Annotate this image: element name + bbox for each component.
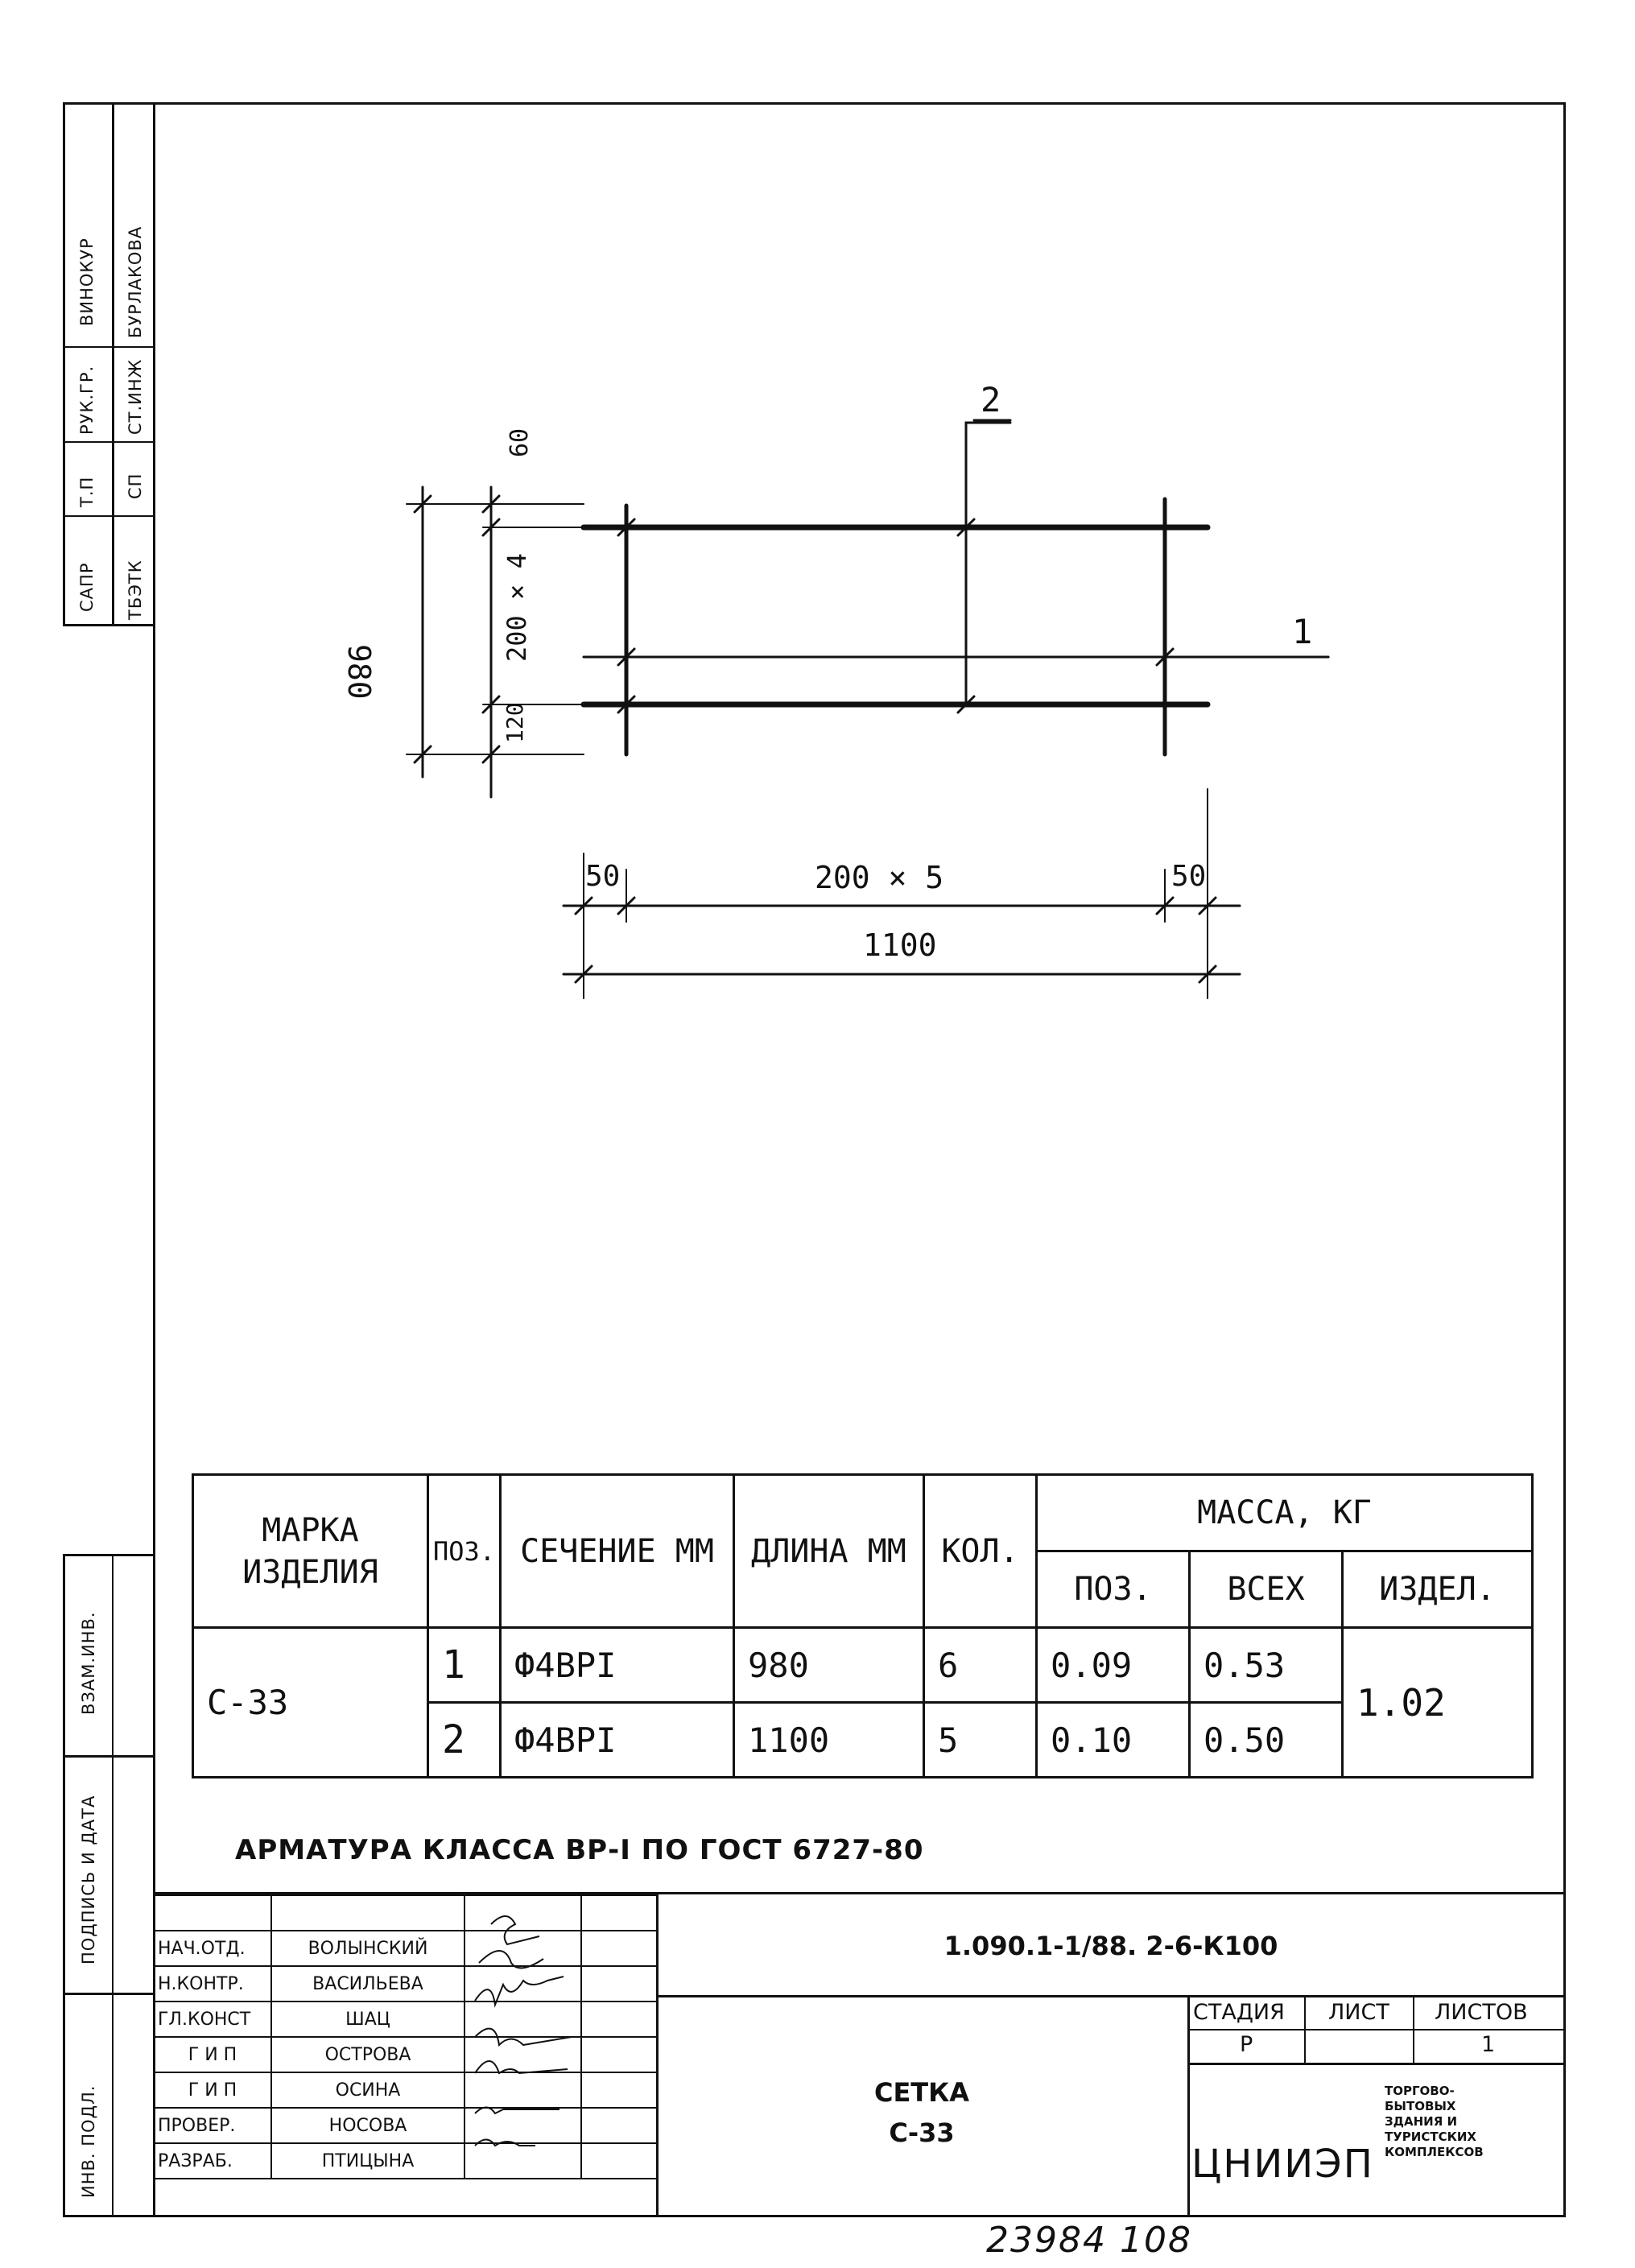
role: РАЗРАБ. xyxy=(154,2143,271,2179)
stage-value: Р xyxy=(1240,2032,1253,2057)
title-block-divider xyxy=(1304,1995,1306,2064)
signature-row xyxy=(154,2002,657,2037)
org-desc-line: БЫТОВЫХ xyxy=(1385,2099,1456,2113)
name: ОСТРОВА xyxy=(271,2037,464,2072)
side-stamp-cell: РУК.ГР. xyxy=(77,365,97,435)
signature-row xyxy=(154,1966,657,2002)
mark-value: С-33 xyxy=(193,1628,428,1778)
organization-name: ЦНИИЭП xyxy=(1191,2142,1374,2187)
item-mass: 1.02 xyxy=(1343,1628,1533,1778)
role: Н.КОНТР. xyxy=(154,1966,271,2002)
header-mass-item: ИЗДЕЛ. xyxy=(1343,1551,1533,1628)
dim-label-200x4: 200 × 4 xyxy=(502,553,532,662)
name: ВАСИЛЬЕВА xyxy=(271,1966,464,2002)
position-label-2: 2 xyxy=(981,380,1001,419)
org-desc-line: ЗДАНИЯ И xyxy=(1385,2114,1458,2129)
organization-description xyxy=(1385,2084,1484,2160)
role: ПРОВЕР. xyxy=(154,2108,271,2143)
sheets-header: ЛИСТОВ xyxy=(1435,2000,1528,2025)
title-block-divider xyxy=(1413,1995,1414,2064)
row-section: Ф4ВРI xyxy=(501,1703,734,1778)
side-stamp-cell: ВЗАМ.ИНВ. xyxy=(79,1611,98,1715)
signature-row xyxy=(154,2072,657,2108)
side-stamp-cell: ТБЭТК xyxy=(126,560,145,620)
side-stamp-cell: СП xyxy=(126,473,145,499)
row-length: 1100 xyxy=(734,1703,924,1778)
org-desc-line: ТУРИСТСКИХ xyxy=(1385,2130,1476,2144)
row-qty: 5 xyxy=(924,1703,1037,1778)
table-row xyxy=(193,1628,1533,1703)
dim-label-1100: 1100 xyxy=(863,927,937,963)
org-desc-line: ТОРГОВО- xyxy=(1385,2084,1455,2098)
role: ГЛ.КОНСТ xyxy=(154,2002,271,2037)
dim-label-60: 60 xyxy=(506,428,534,457)
header-mass-all: ВСЕХ xyxy=(1190,1551,1343,1628)
dim-label-50-right: 50 xyxy=(1171,860,1207,893)
name: ВОЛЫНСКИЙ xyxy=(271,1931,464,1966)
header-section: СЕЧЕНИЕ ММ xyxy=(501,1475,734,1628)
name: ПТИЦЫНА xyxy=(271,2143,464,2179)
reinforcement-note: АРМАТУРА КЛАССА ВР-I ПО ГОСТ 6727-80 xyxy=(235,1834,924,1866)
role: Г И П xyxy=(154,2072,271,2108)
side-stamp-cell: САПР xyxy=(77,562,97,612)
role: НАЧ.ОТД. xyxy=(154,1931,271,1966)
side-stamp-cell: БУРЛАКОВА xyxy=(126,225,145,338)
header-pos: ПОЗ. xyxy=(428,1475,501,1628)
sheet-header: ЛИСТ xyxy=(1328,2000,1389,2025)
row-length: 980 xyxy=(734,1628,924,1703)
side-stamp-cell: ПОДПИСЬ И ДАТА xyxy=(79,1795,98,1964)
sheets-value: 1 xyxy=(1481,2032,1496,2057)
side-stamp-cell: Т.П xyxy=(77,476,97,507)
section-marker-2 xyxy=(966,423,1010,527)
signatures-table xyxy=(153,1894,658,2179)
header-mark: МАРКА ИЗДЕЛИЯ xyxy=(193,1475,428,1628)
row-pos: 2 xyxy=(428,1703,501,1778)
side-stamp-cell: ВИНОКУР xyxy=(77,238,97,326)
specification-table xyxy=(192,1473,1534,1778)
side-stamp-cell: ИНВ. ПОДЛ. xyxy=(79,2084,98,2198)
header-mass: МАССА, КГ xyxy=(1037,1475,1533,1551)
row-section: Ф4ВРI xyxy=(501,1628,734,1703)
archive-number: 23984 108 xyxy=(986,2220,1192,2261)
row-pos: 1 xyxy=(428,1628,501,1703)
drawing-title-line2: С-33 xyxy=(889,2117,955,2148)
stage-header: СТАДИЯ xyxy=(1193,2000,1285,2025)
title-block-divider xyxy=(1187,2063,1566,2065)
header-qty: КОЛ. xyxy=(924,1475,1037,1628)
signature-row xyxy=(154,2143,657,2179)
dim-label-50-left: 50 xyxy=(585,860,621,893)
row-mass-pos: 0.10 xyxy=(1037,1703,1190,1778)
dim-label-980: 980 xyxy=(341,644,377,700)
name: НОСОВА xyxy=(271,2108,464,2143)
signature-scribbles xyxy=(467,1900,580,2214)
drawing-title-line1: СЕТКА xyxy=(873,2077,970,2108)
row-mass-all: 0.50 xyxy=(1190,1703,1343,1778)
row-mass-pos: 0.09 xyxy=(1037,1628,1190,1703)
row-qty: 6 xyxy=(924,1628,1037,1703)
document-code: 1.090.1-1/88. 2-6-К100 xyxy=(943,1931,1278,1961)
signature-row xyxy=(154,2037,657,2072)
side-stamp-cell: СТ.ИНЖ xyxy=(126,358,145,435)
row-mass-all: 0.53 xyxy=(1190,1628,1343,1703)
signature-row xyxy=(154,2108,657,2143)
title-block-divider xyxy=(1187,2029,1566,2030)
dim-label-120: 120 xyxy=(502,702,528,743)
header-mass-pos: ПОЗ. xyxy=(1037,1551,1190,1628)
title-block-divider xyxy=(656,1995,1566,1997)
dim-label-200x5: 200 × 5 xyxy=(815,860,944,895)
position-label-1: 1 xyxy=(1292,612,1313,651)
header-length: ДЛИНА ММ xyxy=(734,1475,924,1628)
role: Г И П xyxy=(154,2037,271,2072)
name: ОСИНА xyxy=(271,2072,464,2108)
name: ШАЦ xyxy=(271,2002,464,2037)
org-desc-line: КОМПЛЕКСОВ xyxy=(1385,2145,1484,2159)
signature-row xyxy=(154,1931,657,1966)
